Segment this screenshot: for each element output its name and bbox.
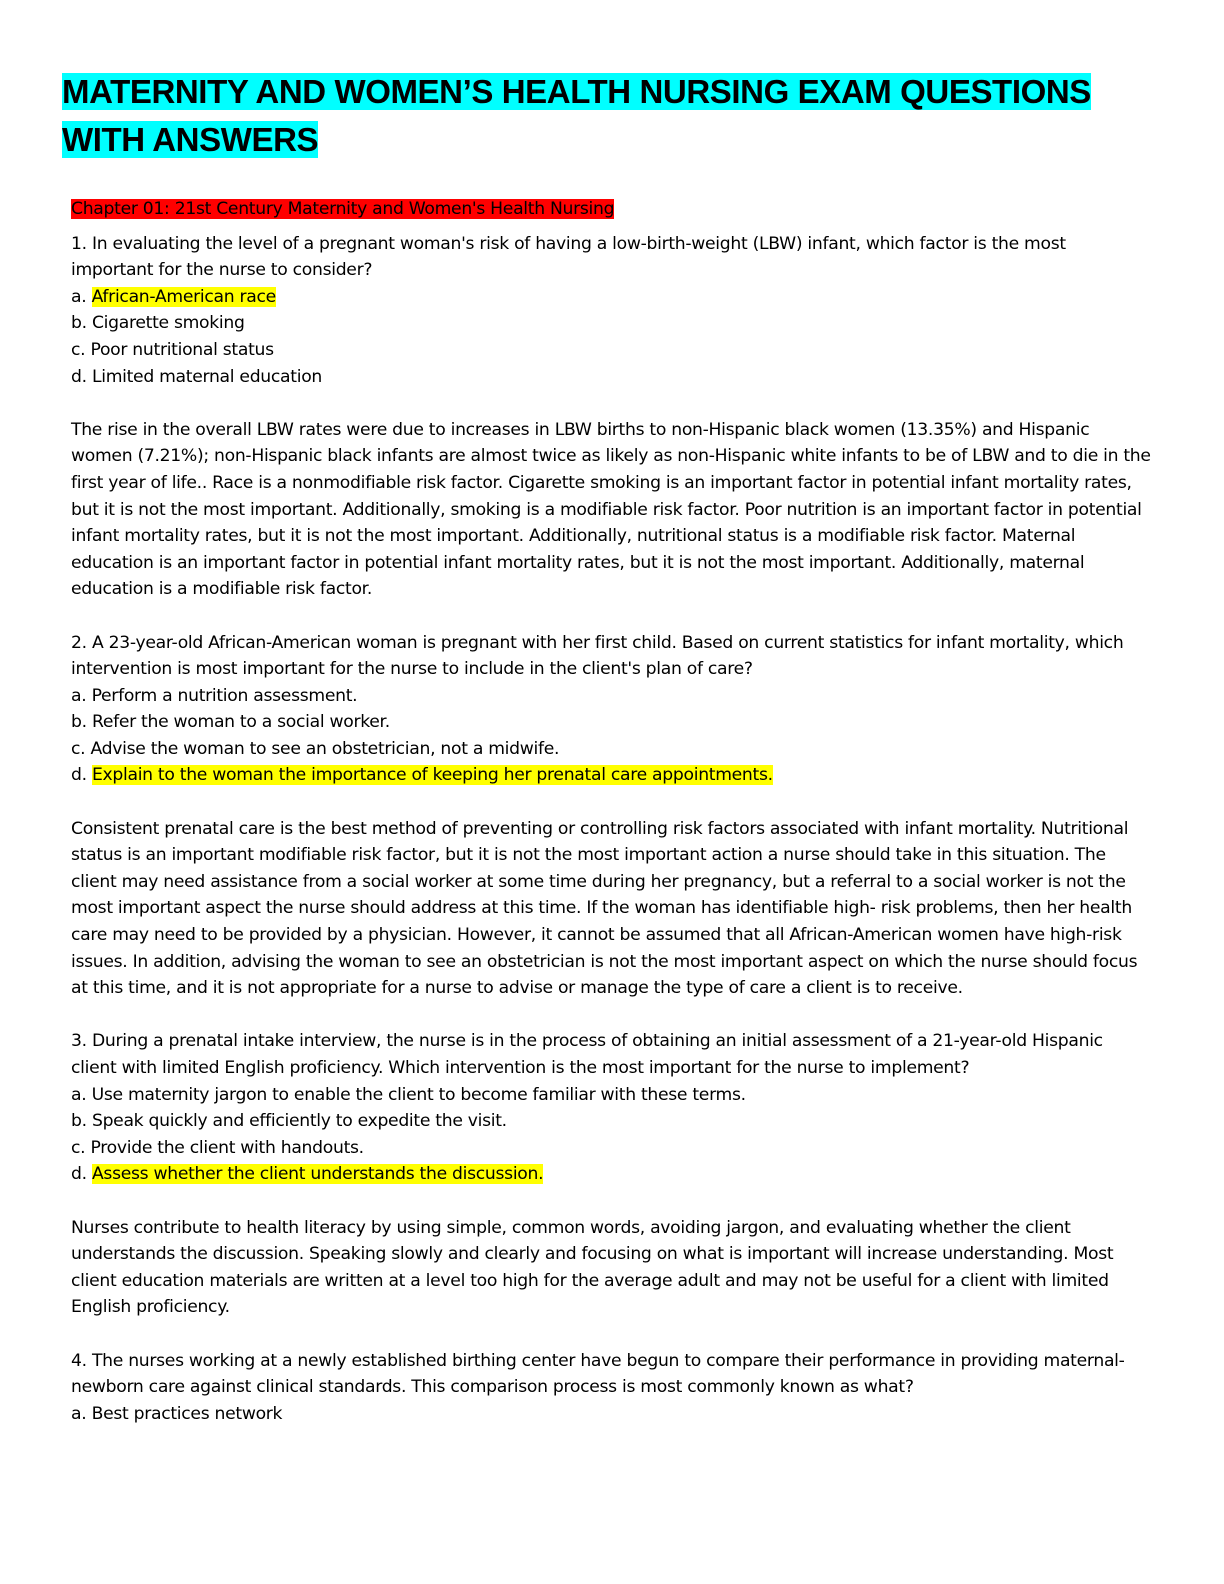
answer-option-a	[71, 1401, 1151, 1428]
answer-option-a	[71, 1082, 1151, 1109]
answer-option-c	[71, 1135, 1151, 1162]
option-letter: a.	[71, 685, 87, 706]
option-letter: c.	[71, 1137, 86, 1158]
document-title-text: MATERNITY AND WOMEN’S HEALTH NURSING EXAM QUESTIONS WITH ANSWERS	[62, 73, 1091, 158]
option-letter: a.	[71, 1084, 87, 1105]
answer-rationale: The rise in the overall LBW rates were due to increases in LBW births to non-Hispanic black women (13.35%) and Hispanic women (7.21%); non-Hispanic black infants are almost twice as likely as non-Hispanic white infants to be of LBW and to die in the first year of life.. Race is a nonmodifiable risk factor. Cigarette smoking is an important factor in potential infant mortality rates, but it is not the most important. Additionally, smoking is a modifiable risk factor. Poor nutrition is an important factor in potential infant mortality rates, but it is not the most important. Additionally, nutritional status is a modifiable risk factor. Maternal education is an important factor in potential infant mortality rates, but it is not the most important. Additionally, maternal education is a modifiable risk factor.	[71, 419, 1151, 600]
option-letter: b.	[71, 313, 87, 334]
answer-option-d	[71, 1161, 1151, 1188]
chapter-heading	[71, 196, 1151, 223]
answer-option-d	[71, 762, 1151, 789]
answer-option-b	[71, 709, 1151, 736]
answer-rationale: Consistent prenatal care is the best method of preventing or controlling risk factors associated with infant mortality. Nutritional status is an important modifiable risk factor, but it is not the most important action a nurse should take in this situation. The client may need assistance from a social worker at some time during her pregnancy, but a referral to a social worker is not the most important aspect the nurse should address at this time. If the woman has identifiable high- risk problems, then her health care may need to be provided by a physician. However, it cannot be assumed that all African-American women have high-risk issues. In addition, advising the woman to see an obstetrician is not the most important aspect on which the nurse should focus at this time, and it is not appropriate for a nurse to advise or manage the type of care a client is to receive.	[71, 818, 1138, 999]
question-4	[71, 1348, 1151, 1428]
question-stem: 4. The nurses working at a newly established birthing center have begun to compare their performance in providing maternal-newborn care against clinical standards. This comparison process is most commonly known as what?	[71, 1350, 1125, 1398]
option-text: Use maternity jargon to enable the client to become familiar with these terms.	[91, 1084, 746, 1105]
question-stem: 2. A 23-year-old African-American woman is pregnant with her first child. Based on current statistics for infant mortality, which intervention is most important for the nurse to include in the client's plan of care?	[71, 632, 1124, 680]
answer-option-d	[71, 364, 1151, 391]
correct-answer-highlight: Assess whether the client understands the discussion.	[91, 1164, 544, 1185]
answer-option-c	[71, 337, 1151, 364]
option-letter: a.	[71, 286, 87, 307]
option-text: Cigarette smoking	[91, 313, 245, 334]
option-letter: d.	[71, 765, 87, 786]
option-text: Poor nutritional status	[90, 339, 274, 360]
option-text: Advise the woman to see an obstetrician, not a midwife.	[90, 738, 560, 759]
option-letter: c.	[71, 738, 86, 759]
option-letter: b.	[71, 1111, 87, 1132]
correct-answer-highlight: Explain to the woman the importance of keeping her prenatal care appointments.	[91, 765, 773, 786]
answer-option-a	[71, 284, 1151, 311]
option-text: Limited maternal education	[91, 366, 323, 387]
question-stem: 1. In evaluating the level of a pregnant woman's risk of having a low-birth-weight (LBW) infant, which factor is the most important for the nurse to consider?	[71, 233, 1066, 281]
option-letter: d.	[71, 1164, 87, 1185]
document-title	[62, 68, 1140, 164]
option-letter: d.	[71, 366, 87, 387]
option-text: Perform a nutrition assessment.	[91, 685, 358, 706]
correct-answer-highlight: African-American race	[91, 286, 276, 307]
answer-rationale: Nurses contribute to health literacy by using simple, common words, avoiding jargon, and evaluating whether the client understands the discussion. Speaking slowly and clearly and focusing on what is important will increase understanding. Most client education materials are written at a level too high for the average adult and may not be useful for a client with limited English proficiency.	[71, 1217, 1114, 1318]
answer-option-c	[71, 736, 1151, 763]
option-text: Speak quickly and efficiently to expedite the visit.	[91, 1111, 507, 1132]
option-text: Best practices network	[91, 1403, 283, 1424]
answer-option-b	[71, 1108, 1151, 1135]
option-text: Refer the woman to a social worker.	[91, 712, 390, 733]
answer-option-b	[71, 310, 1151, 337]
option-letter: c.	[71, 339, 86, 360]
option-letter: a.	[71, 1403, 87, 1424]
answer-option-a	[71, 683, 1151, 710]
option-text: Provide the client with handouts.	[90, 1137, 364, 1158]
question-2	[71, 630, 1151, 1002]
question-stem: 3. During a prenatal intake interview, the nurse is in the process of obtaining an initial assessment of a 21-year-old Hispanic client with limited English proficiency. Which intervention is the most important for the nurse to implement?	[71, 1031, 1103, 1078]
document-body	[71, 196, 1151, 1427]
question-1	[71, 231, 1151, 603]
chapter-heading-text: Chapter 01: 21st Century Maternity and Women's Health Nursing	[71, 199, 615, 219]
option-letter: b.	[71, 712, 87, 733]
question-3	[71, 1028, 1151, 1321]
